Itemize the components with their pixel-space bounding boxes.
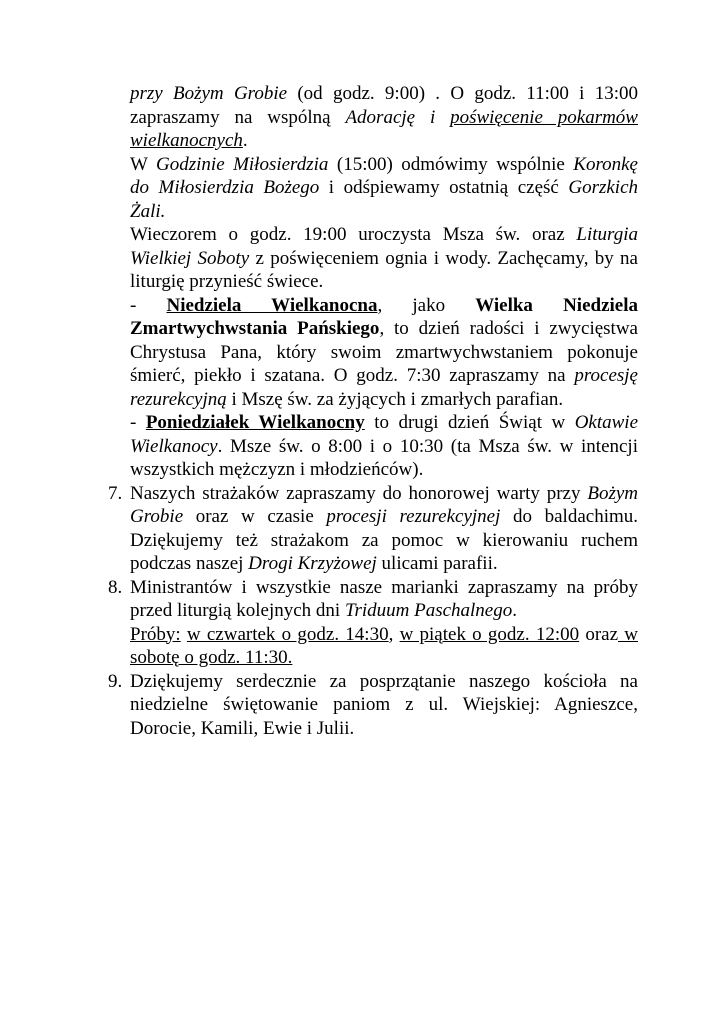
italic-text: procesji rezurekcyjnej [326,506,501,527]
heading-easter-monday: Poniedziałek Wielkanocny [145,412,365,433]
list-number: 8. [108,576,123,598]
paragraph-easter-vigil [108,223,638,294]
schedule-thursday: w czwartek o godz. 14:30 [186,623,389,645]
italic-text: przy Bożym Grobie [130,83,288,104]
text: Wieczorem o godz. 19:00 uroczysta Msza św. oraz [130,224,577,245]
document-content [108,82,638,740]
text: . Msze św. o 8:00 i o 10:30 (ta Msza św. w intencji wszystkich mężczyzn i młodzieńców). [130,435,638,480]
text: W [130,153,157,175]
schedule-saturday: w sobotę o godz. 11:30. [130,623,638,668]
bold-text: Wielka Niedziela Zmartwychwstania Pańskiego [130,294,638,339]
italic-text: Drogi Krzyżowej [248,553,377,574]
italic-text: procesję rezurekcyjną [130,365,638,410]
text: to drugi dzień Świąt w [364,412,575,433]
dash: - [130,294,167,316]
text: . [512,600,517,621]
text: z poświęceniem ognia i wody. Zachęcamy, by na liturgię przynieść świece. [130,247,638,292]
paragraph-divine-mercy-hour [108,153,638,224]
text: , to dzień radości i zwycięstwa Chrystusa Pana, który swoim zmartwychwstaniem pokonuje śmierć, piekło i szatana. O godz. 7:30 zapraszamy na [130,318,638,386]
italic-text: Koronkę do Miłosierdzia Bożego [130,153,638,198]
list-item-text [130,576,638,623]
text: i odśpiewamy ostatnią część [319,177,569,198]
list-number: 9. [108,670,123,692]
paragraph-holy-saturday-morning [108,82,638,153]
schedule-label: Próby: [130,623,181,645]
italic-text: Liturgia Wielkiej Soboty [130,224,638,269]
italic-text: Gorzkich Żali. [130,177,638,222]
italic-text: Adorację i [345,106,451,128]
italic-text: Triduum Paschalnego [344,600,513,621]
text: do baldachimu. Dziękujemy też strażakom za pomoc w kierowaniu ruchem podczas naszej [130,506,638,574]
paragraph-easter-monday [108,411,638,482]
italic-text: Godzinie Miłosierdzia [156,153,329,175]
rehearsal-schedule [130,623,638,670]
text: (od godz. 9:00) . O godz. 11:00 i 13:00 zapraszamy na wspólną [130,83,638,128]
text: Ministrantów i wszystkie nasze marianki zapraszamy na próby przed liturgią kolejnych dni [130,576,638,621]
list-item-7 [108,482,638,576]
text: oraz w czasie [183,506,327,527]
list-number: 7. [108,482,123,504]
underlined-italic-text: poświęcenie pokarmów wielkanocnych [130,106,638,151]
list-item-8 [108,576,638,670]
list-item-body [130,576,638,670]
italic-text: Oktawie Wielkanocy [130,412,639,457]
text: oraz [579,623,619,645]
text: (15:00) odmówimy wspólnie [328,153,574,175]
text: ulicami parafii. [376,553,498,574]
italic-text: Bożym Grobie [130,482,638,527]
text: Naszych strażaków zapraszamy do honorowej warty przy [130,482,588,504]
text: i Mszę św. za żyjących i zmarłych parafian. [226,388,564,410]
list-item-9 [108,670,638,741]
list-item-text [130,482,638,576]
paragraph-easter-sunday [108,294,638,412]
text: , jako [377,294,476,316]
heading-easter-sunday: Niedziela Wielkanocna [166,294,378,316]
text: . [242,130,248,151]
list-item-text: Dziękujemy serdecznie za posprzątanie naszego kościoła na niedzielne świętowanie paniom z ul. Wiejskiej: Agnieszce, Dorocie, Kamili, Ewie i Julii. [130,670,638,739]
dash: - [130,412,146,433]
text: , [388,623,400,645]
schedule-friday: w piątek o godz. 12:00 [399,623,580,645]
